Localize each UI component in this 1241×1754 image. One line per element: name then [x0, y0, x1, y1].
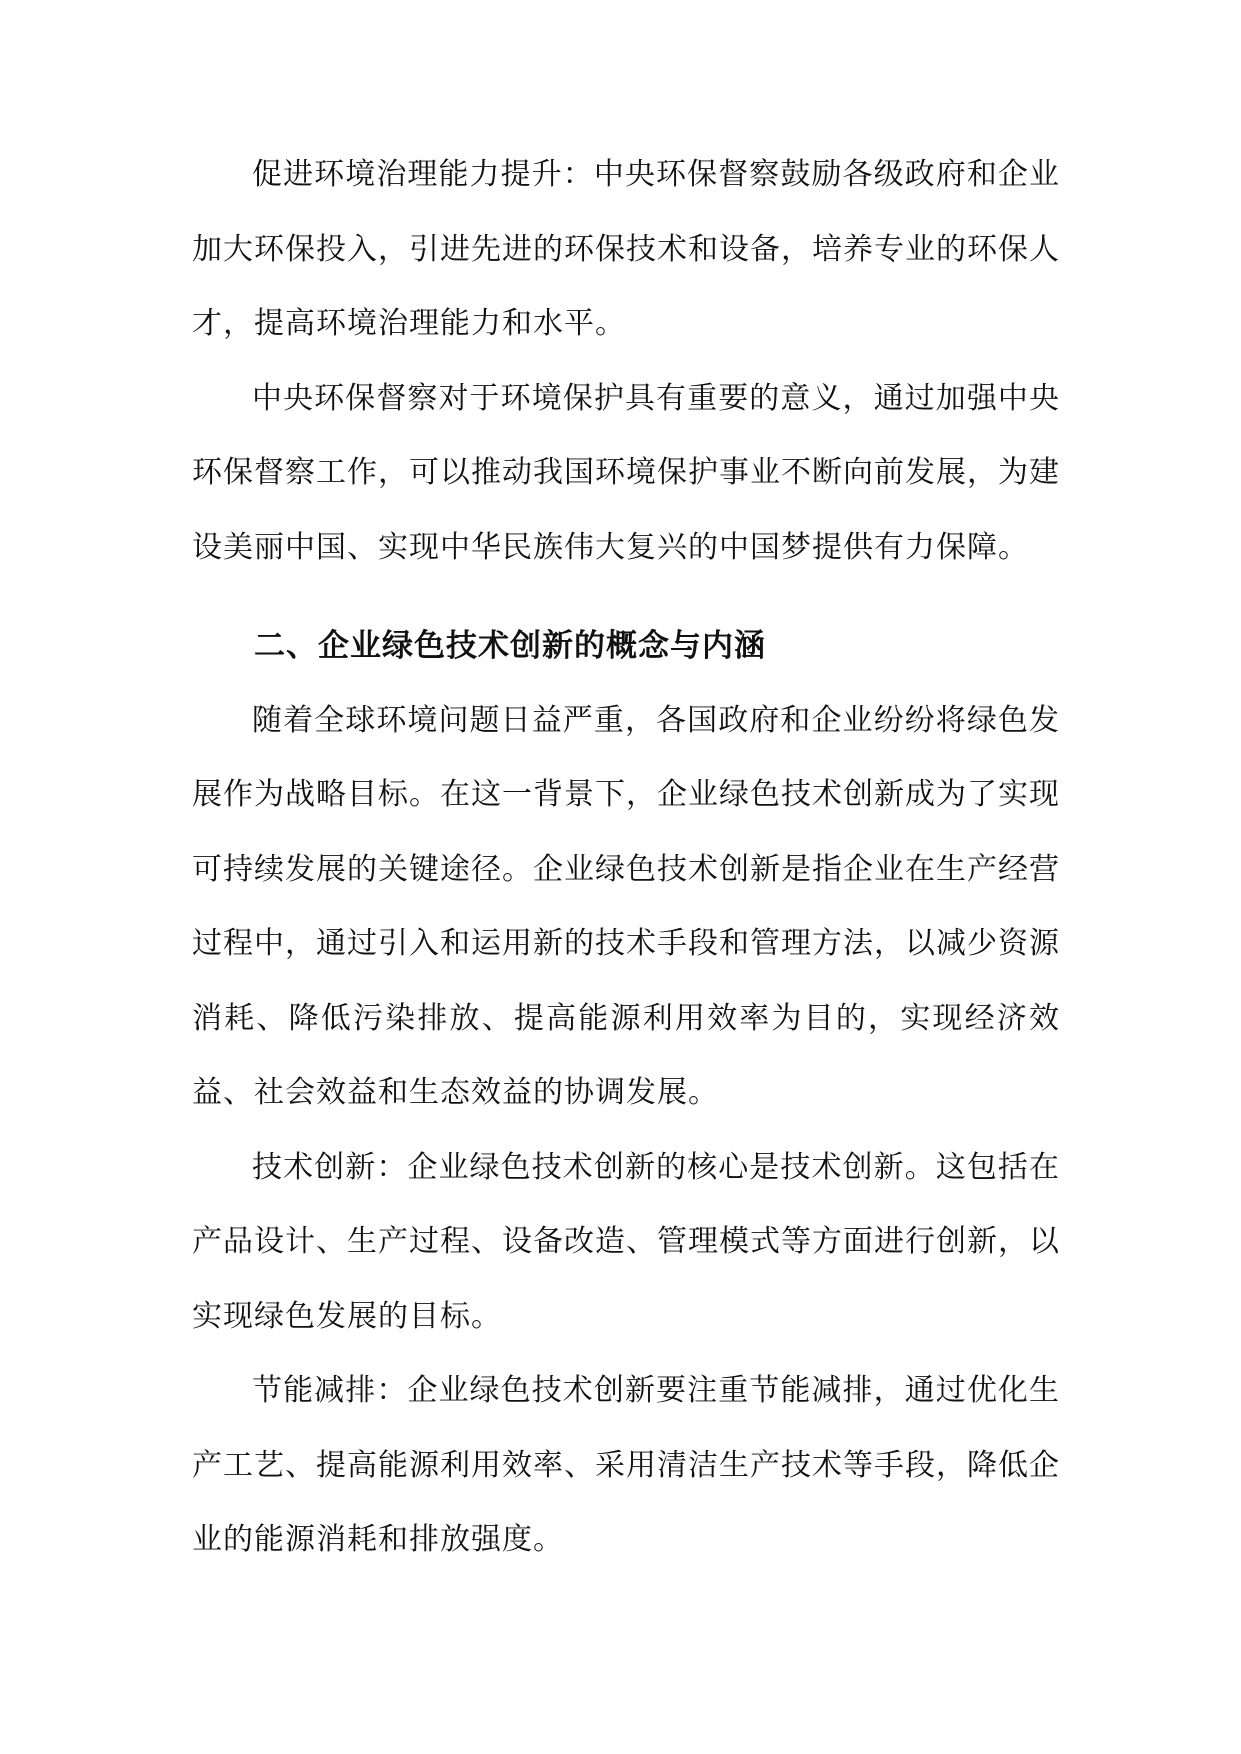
paragraph-governance-capacity: 促进环境治理能力提升：中央环保督察鼓励各级政府和企业加大环保投入，引进先进的环保技术和设备，培养专业的环保人才，提高环境治理能力和水平。 [192, 157, 1060, 341]
paragraph-energy-saving: 节能减排：企业绿色技术创新要注重节能减排，通过优化生产工艺、提高能源利用效率、采用清洁生产技术等手段，降低企业的能源消耗和排放强度。 [192, 1373, 1060, 1557]
spacer [192, 585, 1060, 609]
document-page [192, 138, 1060, 1578]
paragraph-inspection-significance: 中央环保督察对于环境保护具有重要的意义，通过加强中央环保督察工作，可以推动我国环境保护事业不断向前发展，为建设美丽中国、实现中华民族伟大复兴的中国梦提供有力保障。 [192, 380, 1060, 565]
paragraph-green-innovation-definition: 随着全球环境问题日益严重，各国政府和企业纷纷将绿色发展作为战略目标。在这一背景下，企业绿色技术创新成为了实现可持续发展的关键途径。企业绿色技术创新是指企业在生产经营过程中，通过引入和运用新的技术手段和管理方法，以减少资源消耗、降低污染排放、提高能源利用效率为目的，实现经济效益、社会效益和生态效益的协调发展。 [192, 702, 1060, 1110]
section-heading: 二、企业绿色技术创新的概念与内涵 [254, 628, 766, 664]
paragraph-technical-innovation: 技术创新：企业绿色技术创新的核心是技术创新。这包括在产品设计、生产过程、设备改造、管理模式等方面进行创新，以实现绿色发展的目标。 [192, 1149, 1060, 1334]
